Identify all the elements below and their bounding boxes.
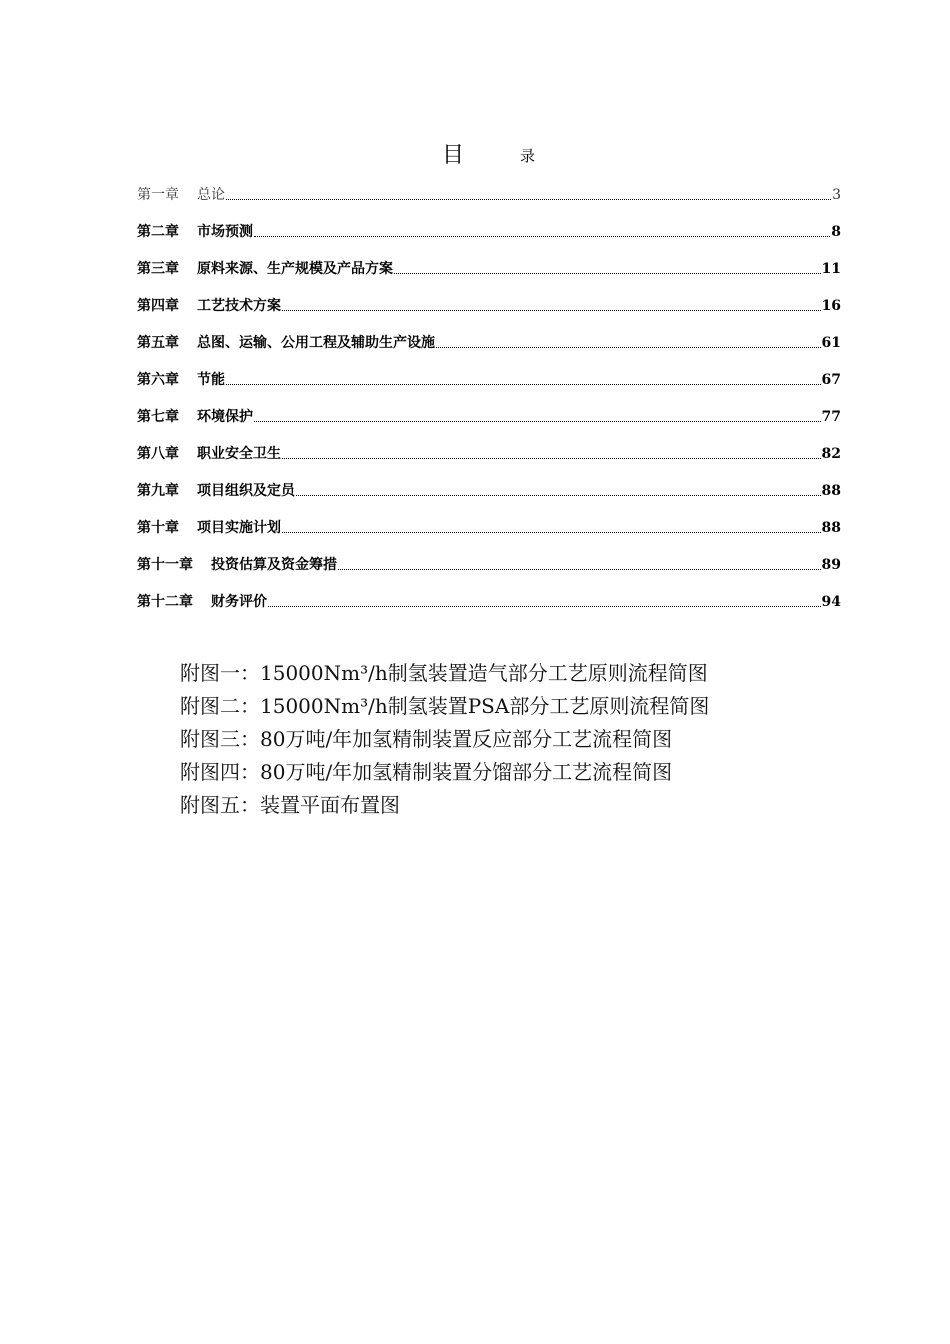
toc-entry[interactable] (137, 390, 841, 427)
appendix-list (180, 657, 709, 822)
toc-page-number: 94 (821, 594, 841, 610)
toc-chapter-name: 财务评价 (211, 594, 267, 610)
toc-chapter-label: 第七章 (137, 409, 179, 425)
toc-page-number: 67 (821, 372, 841, 388)
toc-entry[interactable] (137, 464, 841, 501)
toc-entry[interactable] (137, 316, 841, 353)
toc-page-number: 3 (832, 187, 841, 203)
toc-title-part1: 目 (442, 143, 465, 168)
toc-dot-leader (282, 310, 821, 311)
toc-page-number: 16 (821, 298, 841, 314)
toc-entry[interactable] (137, 168, 841, 205)
toc-page-number: 77 (821, 409, 841, 425)
toc-dot-leader (296, 495, 821, 496)
toc-dot-leader (394, 273, 821, 274)
toc-page-number: 88 (821, 520, 841, 536)
toc-page-number: 11 (821, 261, 841, 277)
toc-entry[interactable] (137, 538, 841, 575)
toc-chapter-label: 第十一章 (137, 557, 193, 573)
toc-dot-leader (282, 532, 821, 533)
toc-chapter-name: 总论 (197, 187, 225, 203)
toc-entry[interactable] (137, 205, 841, 242)
toc-dot-leader (282, 458, 821, 459)
toc-chapter-label: 第五章 (137, 335, 179, 351)
toc-chapter-name: 项目实施计划 (197, 520, 281, 536)
toc-page-number: 88 (821, 483, 841, 499)
toc-chapter-name: 节能 (197, 372, 225, 388)
toc-chapter-name: 市场预测 (197, 224, 253, 240)
appendix-item: 附图一：15000Nm³/h制氢装置造气部分工艺原则流程简图 (180, 661, 708, 685)
toc-chapter-name: 职业安全卫生 (197, 446, 281, 462)
toc-dot-leader (268, 606, 821, 607)
toc-dot-leader (226, 384, 821, 385)
toc-chapter-label: 第十章 (137, 520, 179, 536)
appendix-item: 附图二：15000Nm³/h制氢装置PSA部分工艺原则流程简图 (180, 694, 710, 718)
toc-chapter-name: 原料来源、生产规模及产品方案 (197, 261, 393, 277)
toc-entry[interactable] (137, 353, 841, 390)
toc-chapter-label: 第二章 (137, 224, 179, 240)
toc-title (0, 138, 950, 166)
appendix-item: 附图四：80万吨/年加氢精制装置分馏部分工艺流程简图 (180, 760, 673, 784)
toc-chapter-label: 第一章 (137, 187, 179, 203)
toc-chapter-name: 工艺技术方案 (197, 298, 281, 314)
toc-entry[interactable] (137, 575, 841, 612)
table-of-contents (137, 168, 841, 612)
toc-page-number: 8 (831, 224, 841, 240)
toc-entry[interactable] (137, 501, 841, 538)
toc-title-part2: 录 (520, 147, 536, 165)
toc-dot-leader (338, 569, 821, 570)
toc-entry[interactable] (137, 242, 841, 279)
appendix-item: 附图三：80万吨/年加氢精制装置反应部分工艺流程简图 (180, 727, 673, 751)
toc-chapter-label: 第六章 (137, 372, 179, 388)
toc-page-number: 82 (821, 446, 841, 462)
toc-dot-leader (436, 347, 821, 348)
toc-page-number: 61 (821, 335, 841, 351)
appendix-item: 附图五：装置平面布置图 (180, 793, 400, 817)
toc-entry[interactable] (137, 279, 841, 316)
toc-chapter-label: 第十二章 (137, 594, 193, 610)
toc-chapter-label: 第八章 (137, 446, 179, 462)
toc-chapter-name: 投资估算及资金筹措 (211, 557, 337, 573)
toc-chapter-name: 项目组织及定员 (197, 483, 295, 499)
toc-chapter-label: 第三章 (137, 261, 179, 277)
toc-dot-leader (226, 199, 831, 200)
toc-dot-leader (254, 421, 821, 422)
toc-chapter-label: 第九章 (137, 483, 179, 499)
toc-dot-leader (254, 236, 830, 237)
toc-chapter-label: 第四章 (137, 298, 179, 314)
toc-entry[interactable] (137, 427, 841, 464)
toc-chapter-name: 环境保护 (197, 409, 253, 425)
toc-chapter-name: 总图、运输、公用工程及辅助生产设施 (197, 335, 435, 351)
toc-page-number: 89 (821, 557, 841, 573)
